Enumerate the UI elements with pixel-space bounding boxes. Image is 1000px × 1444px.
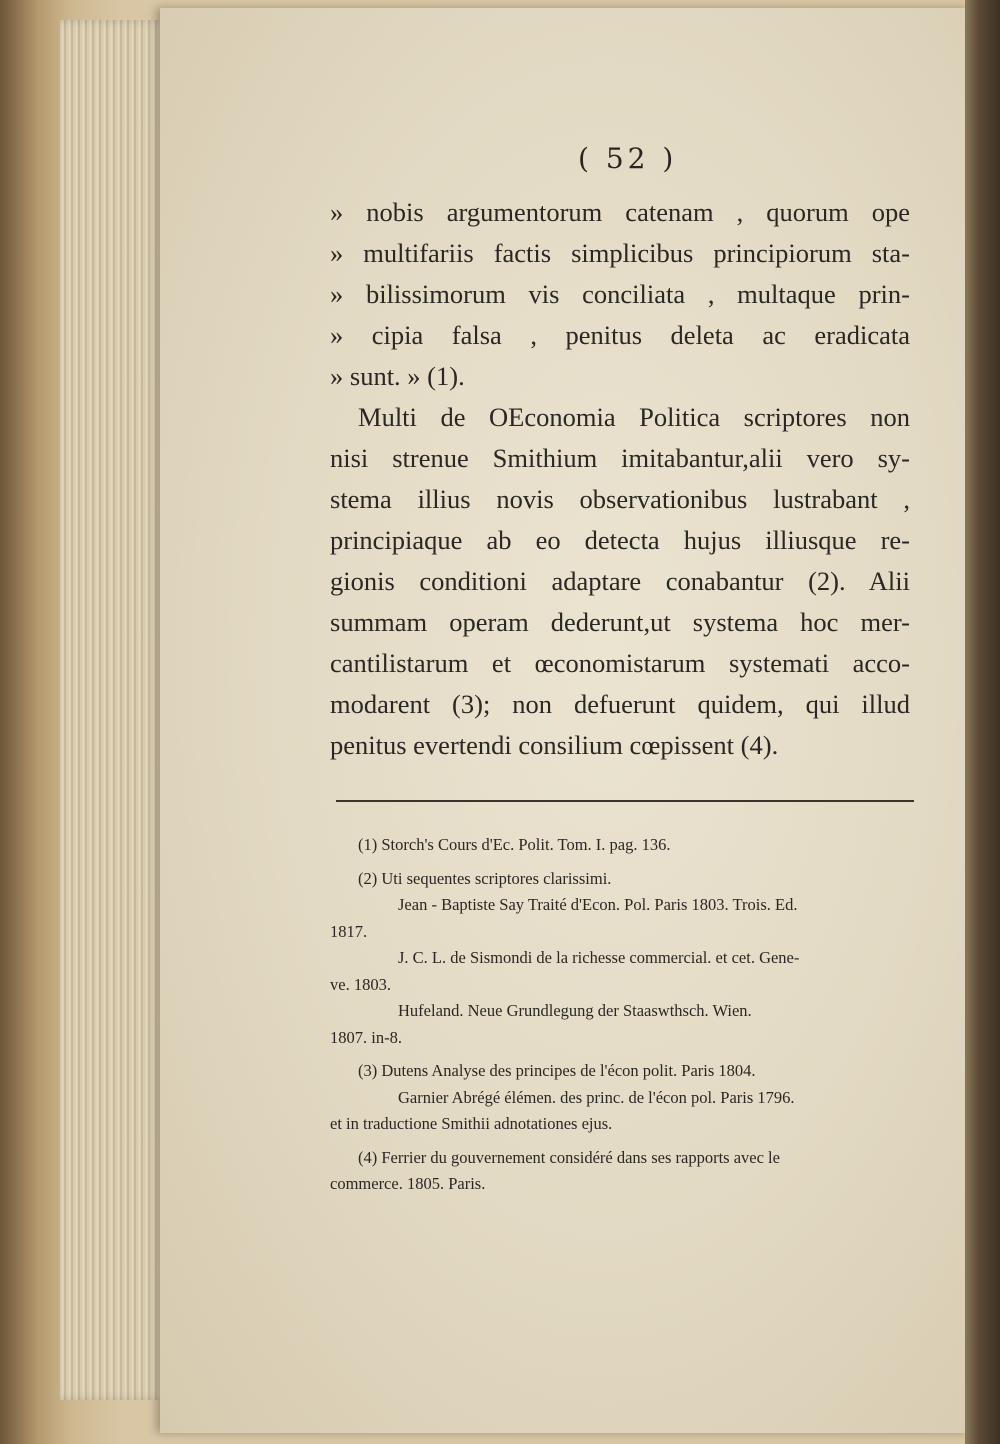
text-line: » multifariis factis simplicibus principiorum sta- [330,238,910,268]
footnote-line: Hufeland. Neue Grundlegung der Staaswthsch. Wien. [398,1001,752,1020]
text-line: » nobis argumentorum catenam , quorum ope [330,197,910,227]
footnote-line: (1) Storch's Cours d'Ec. Polit. Tom. I. pag. 136. [358,835,671,854]
footnote-line: Jean - Baptiste Say Traité d'Econ. Pol. Paris 1803. Trois. Ed. [398,895,798,914]
book-cover-edge [0,0,40,1444]
footnote-line: (4) Ferrier du gouvernement considéré dans ses rapports avec le [358,1147,780,1167]
text-line: penitus evertendi consilium cœpissent (4). [330,730,779,760]
footnote-divider [336,800,914,802]
book-gutter [965,0,1000,1444]
text-line: principiaque ab eo detecta hujus illiusque re- [330,525,910,555]
footnote-line: ve. 1803. [330,974,391,994]
text-line: nisi strenue Smithium imitabantur,alii vero sy- [330,443,910,473]
footnote-line: 1817. [330,921,368,941]
text-line: modarent (3); non defuerunt quidem, qui illud [330,689,910,719]
text-line: Multi de OEconomia Politica scriptores non [358,402,910,432]
page-fore-edge [60,20,170,1400]
main-text-block [330,192,910,766]
text-line: » cipia falsa , penitus deleta ac eradicata [330,320,910,350]
text-line: » sunt. » (1). [330,361,465,391]
footnote-line: J. C. L. de Sismondi de la richesse commercial. et cet. Gene- [398,948,800,967]
footnote-line: (3) Dutens Analyse des principes de l'écon polit. Paris 1804. [358,1061,756,1080]
page-number: ( 52 ) [578,142,678,175]
text-line: gionis conditioni adaptare conabantur (2). Alii [330,566,910,596]
footnote-line: 1807. in-8. [330,1027,402,1047]
text-line: cantilistarum et œconomistarum systemati acco- [330,648,910,678]
footnote-line: commerce. 1805. Paris. [330,1174,486,1193]
footnote-line: Garnier Abrégé élémen. des princ. de l'écon pol. Paris 1796. [398,1087,795,1107]
footnote-line: et in traductione Smithii adnotationes ejus. [330,1114,613,1133]
text-line: stema illius novis observationibus lustrabant , [330,484,910,514]
footnotes-block [330,832,920,1198]
footnote-line: (2) Uti sequentes scriptores clarissimi. [358,868,612,888]
text-line: » bilissimorum vis conciliata , multaque prin- [330,279,910,309]
text-line: summam operam dederunt,ut systema hoc mer- [330,607,910,637]
